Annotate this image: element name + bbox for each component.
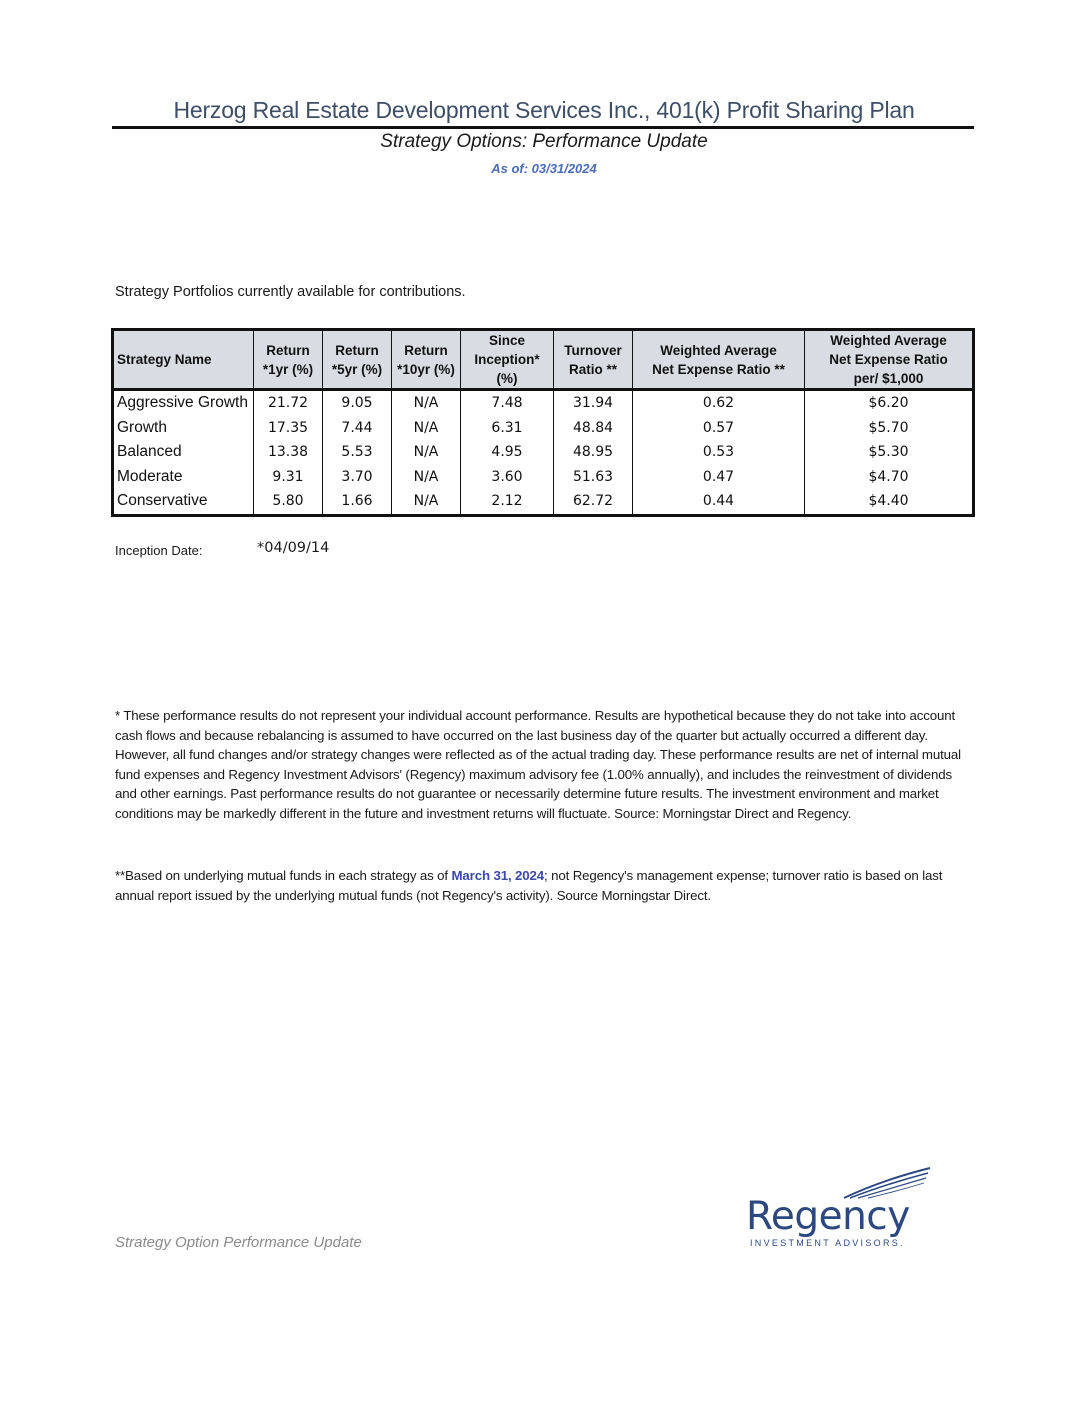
return-1yr-cell: 21.72: [254, 390, 323, 416]
return-5yr-cell: 7.44: [323, 416, 392, 441]
document-subtitle: Strategy Options: Performance Update: [380, 131, 708, 152]
expense-per-1000-cell: $5.30: [868, 444, 909, 461]
inception-date-label: Inception Date:: [115, 543, 203, 558]
return-10yr-cell: N/A: [392, 416, 461, 441]
turnover-cell: 48.84: [554, 416, 633, 441]
table-row: [113, 416, 974, 441]
expense-ratio-cell: 0.62: [633, 390, 805, 416]
return-10yr-cell: N/A: [392, 489, 461, 515]
table-row: [113, 390, 974, 416]
return-5yr-cell: 3.70: [323, 465, 392, 490]
since-inception-cell: 6.31: [461, 416, 554, 441]
table-row: [113, 489, 974, 515]
performance-table: [111, 328, 975, 517]
logo-wordmark: Regency: [746, 1194, 910, 1239]
expense-per-1000-cell: $4.70: [868, 468, 909, 485]
col-return-5yr: Return *5yr (%): [323, 330, 392, 390]
col-since-inception: Since Inception* (%): [461, 330, 554, 390]
inception-date-value: *04/09/14: [257, 540, 330, 556]
return-10yr-cell: N/A: [392, 440, 461, 465]
since-inception-cell: 7.48: [461, 390, 554, 416]
expense-footnote-date: March 31, 2024: [451, 868, 545, 883]
expense-ratio-cell: 0.47: [633, 465, 805, 490]
expense-ratio-cell: 0.57: [633, 416, 805, 441]
turnover-cell: 48.95: [554, 440, 633, 465]
col-return-10yr: Return *10yr (%): [392, 330, 461, 390]
since-inception-cell: 2.12: [461, 489, 554, 515]
table-row: [113, 440, 974, 465]
expense-ratio-cell: 0.53: [633, 440, 805, 465]
table-header-row: [113, 330, 974, 390]
return-1yr-cell: 5.80: [254, 489, 323, 515]
expense-per-1000-cell: $6.20: [868, 395, 909, 412]
expense-per-1000-cell: $5.70: [868, 419, 909, 436]
turnover-cell: 62.72: [554, 489, 633, 515]
expense-ratio-cell: 0.44: [633, 489, 805, 515]
strategy-name-cell: Conservative: [113, 489, 254, 515]
strategy-name-cell: Aggressive Growth: [113, 390, 254, 416]
return-5yr-cell: 1.66: [323, 489, 392, 515]
since-inception-cell: 4.95: [461, 440, 554, 465]
strategy-name-cell: Growth: [113, 416, 254, 441]
document-title: Herzog Real Estate Development Services Inc., 401(k) Profit Sharing Plan: [173, 97, 915, 123]
return-1yr-cell: 13.38: [254, 440, 323, 465]
table-row: [113, 465, 974, 490]
expense-per-1000-cell: $4.40: [868, 493, 909, 510]
turnover-cell: 51.63: [554, 465, 633, 490]
intro-text: Strategy Portfolios currently available for contributions.: [115, 284, 466, 300]
col-turnover-ratio: Turnover Ratio **: [554, 330, 633, 390]
return-10yr-cell: N/A: [392, 390, 461, 416]
logo-tagline: INVESTMENT ADVISORS.: [750, 1238, 905, 1248]
turnover-cell: 31.94: [554, 390, 633, 416]
return-1yr-cell: 9.31: [254, 465, 323, 490]
col-net-expense-ratio: Weighted Average Net Expense Ratio **: [633, 330, 805, 390]
strategy-name-cell: Moderate: [113, 465, 254, 490]
col-return-1yr: Return *1yr (%): [254, 330, 323, 390]
page-footer: Strategy Option Performance Update: [115, 1234, 362, 1251]
regency-logo: [746, 1166, 936, 1250]
return-5yr-cell: 9.05: [323, 390, 392, 416]
since-inception-cell: 3.60: [461, 465, 554, 490]
col-strategy-name: Strategy Name: [113, 330, 254, 390]
strategy-name-cell: Balanced: [113, 440, 254, 465]
performance-disclaimer: * These performance results do not represent your individual account performance. Results are hypothetical because they do not take into account cash flows and because rebalancing is assumed to have occurred on the last business day of the quarter but actually occurred a different day. However, all fund changes and/or strategy changes were reflected as of the actual trading day. These performance results are net of internal mutual fund expenses and Regency Investment Advisors' (Regency) maximum advisory fee (1.00% annually), and includes the reinvestment of dividends and other earnings. Past performance results do not guarantee or necessarily determine future results. The investment environment and market conditions may be markedly different in the future and investment returns will fluctuate. Source: Morningstar Direct and Regency.: [115, 708, 961, 821]
return-1yr-cell: 17.35: [254, 416, 323, 441]
title-divider: [112, 126, 974, 129]
return-5yr-cell: 5.53: [323, 440, 392, 465]
col-expense-per-1000: Weighted Average Net Expense Ratio per/ $1,000: [805, 330, 974, 390]
expense-footnote: **Based on underlying mutual funds in each strategy as of March 31, 2024; not Regency's management expense; turnover ratio is based on last annual report issued by the underlying mutual funds (not Regency's activity). Source Morningstar Direct.: [115, 868, 943, 903]
as-of-date: As of: 03/31/2024: [491, 161, 597, 176]
return-10yr-cell: N/A: [392, 465, 461, 490]
